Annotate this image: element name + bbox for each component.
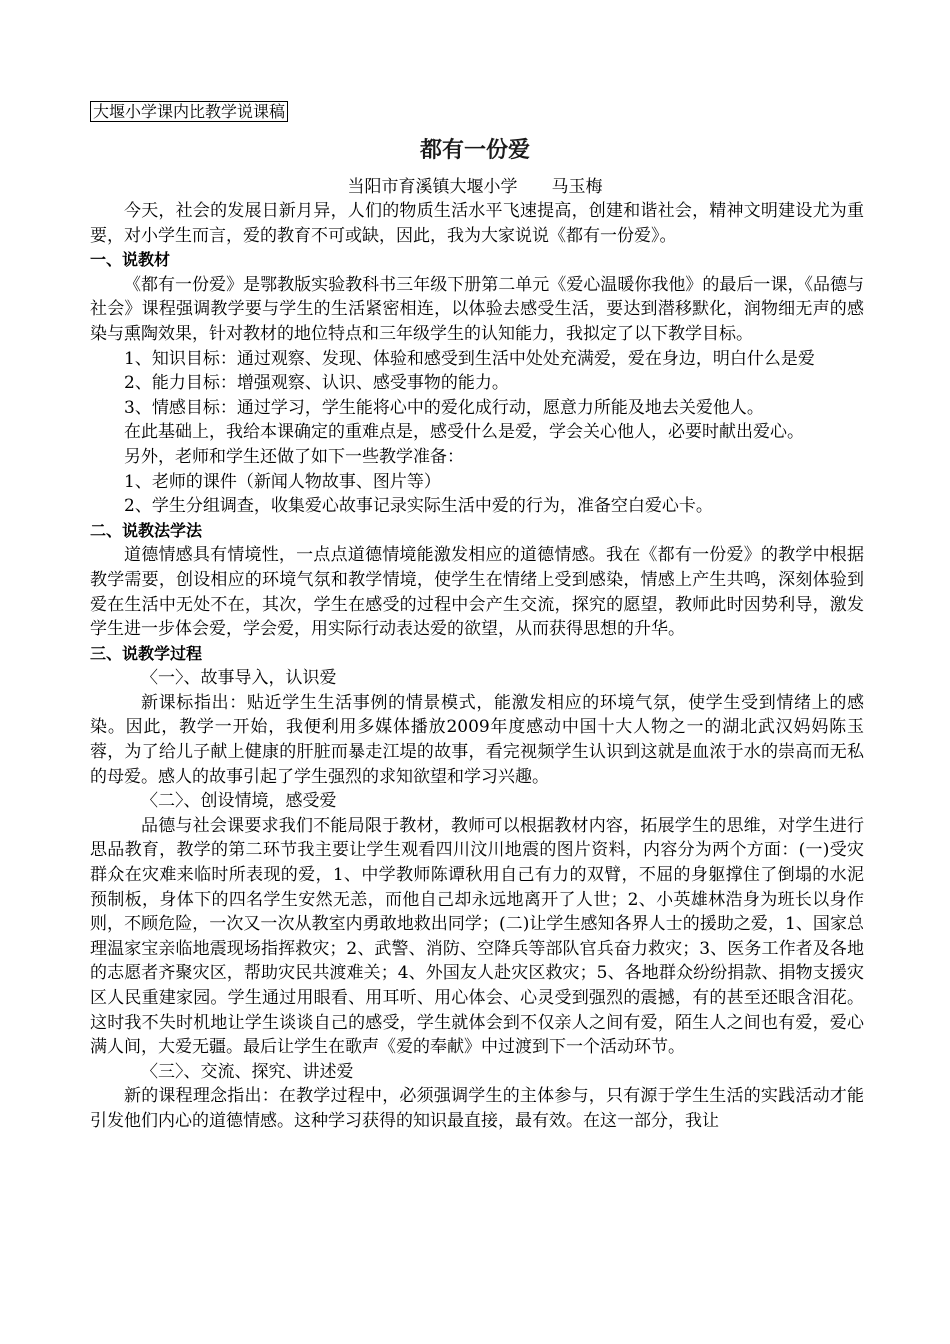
- paragraph: 新课标指出：贴近学生生活事例的情景模式，能激发相应的环境气氛，使学生受到情绪上的感染。因此，教学一开始，我便利用多媒体播放2009年度感动中国十大人物之一的湖北武汉妈妈陈玉蓉，为了给儿子献上健康的肝脏而暴走江堤的故事，看完视频学生认识到这就是血浓于水的崇高而无私的母爱。感人的故事引起了学生强烈的求知欲望和学习兴趣。: [90, 692, 864, 787]
- paragraph: 〈三〉、交流、探究、讲述爱: [141, 1061, 354, 1082]
- section-heading: 一、说教材: [90, 250, 171, 270]
- paragraph: 〈一〉、故事导入，认识爱: [141, 668, 337, 689]
- paragraph: 2、能力目标：增强观察、认识、感受事物的能力。: [124, 373, 509, 394]
- paragraph: 2、学生分组调查，收集爱心故事记录实际生活中爱的行为，准备空白爱心卡。: [124, 496, 713, 517]
- paragraph: 新的课程理念指出：在教学过程中，必须强调学生的主体参与，只有源于学生生活的实践活动才能引发他们内心的道德情感。这种学习获得的知识最直接，最有效。在这一部分，我让: [90, 1086, 864, 1131]
- paragraph: 1、老师的课件（新闻人物故事、图片等）: [124, 471, 441, 492]
- author-name: 马玉梅: [551, 177, 603, 197]
- document-body: [90, 199, 864, 1134]
- document-header-tag: 大堰小学课内比教学说课稿: [90, 101, 288, 122]
- section-heading: 三、说教学过程: [90, 643, 203, 663]
- paragraph: 今天，社会的发展日新月异，人们的物质生活水平飞速提高，创建和谐社会，精神文明建设尤为重要，对小学生而言，爱的教育不可或缺，因此，我为大家说说《都有一份爱》。: [90, 201, 864, 246]
- document-title: 都有一份爱: [419, 138, 530, 163]
- paragraph: 3、情感目标：通过学习，学生能将心中的爱化成行动，愿意力所能及地去关爱他人。: [124, 397, 764, 418]
- paragraph: 《都有一份爱》是鄂教版实验教科书三年级下册第二单元《爱心温暖你我他》的最后一课，《品德与社会》课程强调教学要与学生的生活紧密相连，以体验去感受生活，要达到潜移默化，润物细无声的感染与熏陶效果，针对教材的地位特点和三年级学生的认知能力，我拟定了以下教学目标。: [90, 274, 864, 344]
- paragraph: 〈二〉、创设情境，感受爱: [141, 791, 337, 812]
- paragraph: 另外，老师和学生还做了如下一些教学准备：: [124, 446, 464, 467]
- paragraph: 在此基础上，我给本课确定的重难点是，感受什么是爱，学会关心他人，必要时献出爱心。: [124, 422, 804, 443]
- section-heading: 二、说教法学法: [90, 520, 203, 540]
- paragraph: 道德情感具有情境性，一点点道德情境能激发相应的道德情感。我在《都有一份爱》的教学中根据教学需要，创设相应的环境气氛和教学情境，使学生在情绪上受到感染，情感上产生共鸣，深刻体验到爱在生活中无处不在，其次，学生在感受的过程中会产生交流，探究的愿望，教师此时因势利导，激发学生进一步体会爱，学会爱，用实际行动表达爱的欲望，从而获得思想的升华。: [90, 545, 864, 640]
- author-line: [0, 176, 950, 198]
- author-school: 当阳市育溪镇大堰小学: [347, 177, 518, 197]
- paragraph: 1、知识目标：通过观察、发现、体验和感受到生活中处处充满爱，爱在身边，明白什么是爱: [124, 348, 815, 369]
- paragraph: 品德与社会课要求我们不能局限于教材，教师可以根据教材内容，拓展学生的思维，对学生进行思品教育，教学的第二环节我主要让学生观看四川汶川地震的图片资料，内容分为两个方面：(一)受灾群众在灾难来临时所表现的爱，1、中学教师陈谭秋用自己有力的双臂，不屈的身躯撑住了倒塌的水泥预制板，身体下的四名学生安然无恙，而他自己却永远地离开了人世；2、小英雄林浩身为班长以身作则，不顾危险，一次又一次从教室内勇敢地救出同学；(二)让学生感知各界人士的援助之爱，1、国家总理温家宝亲临地震现场指挥救灾；2、武警、消防、空降兵等部队官兵奋力救灾；3、医务工作者及各地的志愿者齐聚灾区，帮助灾民共渡难关；4、外国友人赴灾区救灾；5、各地群众纷纷捐款、捐物支援灾区人民重建家园。学生通过用眼看、用耳听、用心体会、心灵受到强烈的震撼，有的甚至还眼含泪花。这时我不失时机地让学生谈谈自己的感受，学生就体会到不仅亲人之间有爱，陌生人之间也有爱，爱心满人间，大爱无疆。最后让学生在歌声《爱的奉献》中过渡到下一个活动环节。: [90, 815, 864, 1058]
